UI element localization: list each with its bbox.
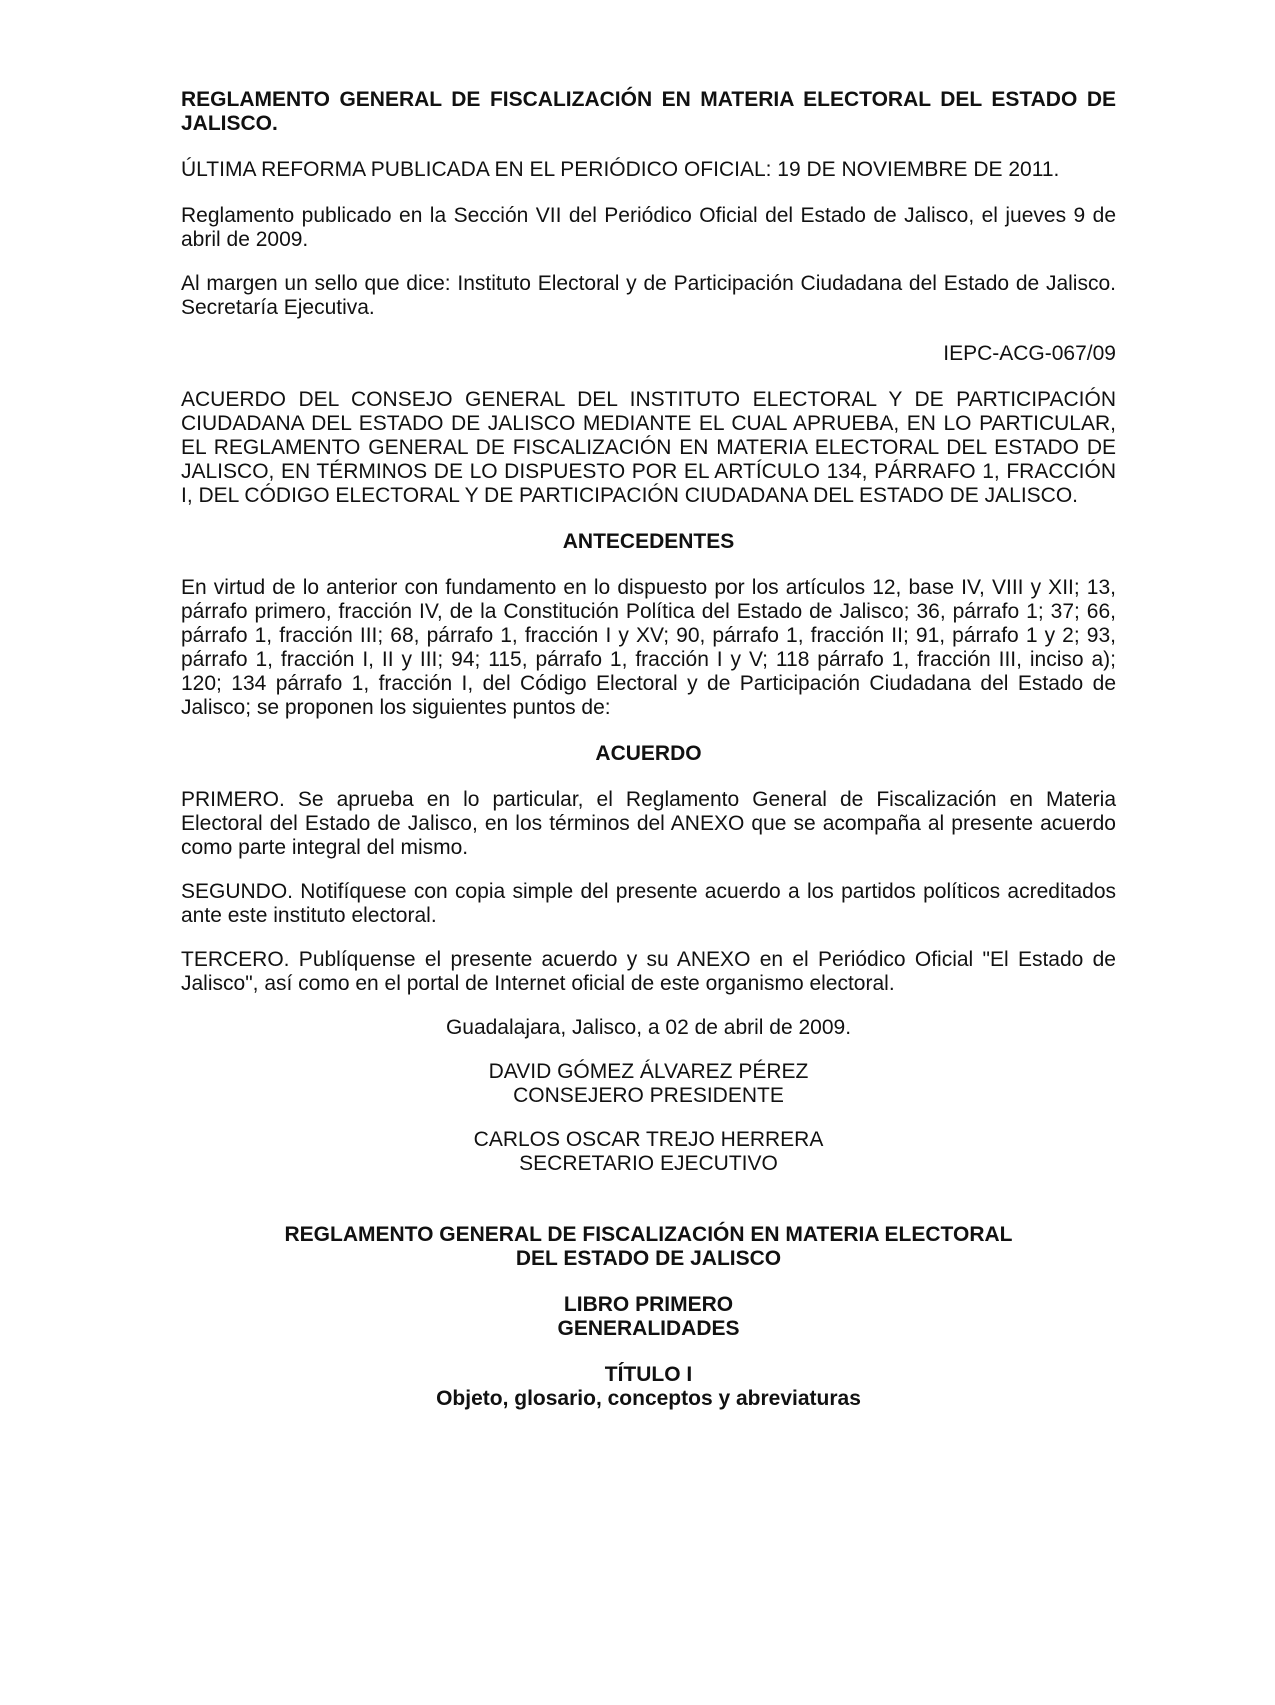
publicacion-info: Reglamento publicado en la Sección VII del Periódico Oficial del Estado de Jalisco, el jueves 9 de abril de 2009.: [181, 204, 1116, 251]
libro-number: LIBRO PRIMERO: [563, 1293, 734, 1316]
firmante-cargo: CONSEJERO PRESIDENTE: [513, 1084, 784, 1107]
libro-heading: [181, 1293, 1116, 1341]
reglamento-title-line: REGLAMENTO GENERAL DE FISCALIZACIÓN EN MATERIA ELECTORAL: [284, 1223, 1013, 1246]
titulo-name: Objeto, glosario, conceptos y abreviaturas: [436, 1387, 861, 1410]
clave-acuerdo: IEPC-ACG-067/09: [943, 342, 1116, 365]
reglamento-title-line: DEL ESTADO DE JALISCO: [515, 1247, 782, 1270]
acuerdo-heading: ACUERDO: [595, 742, 702, 765]
titulo-number: TÍTULO I: [604, 1363, 693, 1386]
firmante-cargo: SECRETARIO EJECUTIVO: [519, 1152, 778, 1175]
firmante-nombre: CARLOS OSCAR TREJO HERRERA: [473, 1128, 824, 1151]
document-title: REGLAMENTO GENERAL DE FISCALIZACIÓN EN MATERIA ELECTORAL DEL ESTADO DE JALISCO.: [181, 88, 1116, 135]
ultima-reforma: ÚLTIMA REFORMA PUBLICADA EN EL PERIÓDICO OFICIAL: 19 DE NOVIEMBRE DE 2011.: [181, 158, 1060, 181]
firmante-nombre: DAVID GÓMEZ ÁLVAREZ PÉREZ: [488, 1060, 809, 1083]
document-page: [181, 88, 1116, 1411]
libro-name: GENERALIDADES: [557, 1317, 740, 1340]
antecedentes-text: En virtud de lo anterior con fundamento en lo dispuesto por los artículos 12, base IV, VIII y XII; 13, párrafo primero, fracción IV, de la Constitución Política del Estado de Jalisco; 36, párrafo 1; 37; 66, párrafo 1, fracción III; 68, párrafo 1, fracción I y XV; 90, párrafo 1, fracción II; 91, párrafo 1 y 2; 93, párrafo 1, fracción I, II y III; 94; 115, párrafo 1, fracción I y V; 118 párrafo 1, fracción III, inciso a); 120; 134 párrafo 1, fracción I, del Código Electoral y de Participación Ciudadana del Estado de Jalisco; se proponen los siguientes puntos de:: [181, 576, 1116, 719]
sello-info: Al margen un sello que dice: Instituto Electoral y de Participación Ciudadana del Estado de Jalisco. Secretaría Ejecutiva.: [181, 272, 1116, 319]
lugar-fecha: Guadalajara, Jalisco, a 02 de abril de 2009.: [445, 1016, 852, 1039]
firma-presidente: [181, 1060, 1116, 1108]
firma-secretario: [181, 1128, 1116, 1176]
reglamento-title: [181, 1223, 1116, 1271]
punto-segundo: SEGUNDO. Notifíquese con copia simple del presente acuerdo a los partidos políticos acreditados ante este instituto electoral.: [181, 880, 1116, 927]
titulo-heading: [181, 1363, 1116, 1411]
punto-primero: PRIMERO. Se aprueba en lo particular, el Reglamento General de Fiscalización en Materia Electoral del Estado de Jalisco, en los términos del ANEXO que se acompaña al presente acuerdo como parte integral del mismo.: [181, 788, 1116, 859]
acuerdo-intro: ACUERDO DEL CONSEJO GENERAL DEL INSTITUTO ELECTORAL Y DE PARTICIPACIÓN CIUDADANA DEL ESTADO DE JALISCO MEDIANTE EL CUAL APRUEBA, EN LO PARTICULAR, EL REGLAMENTO GENERAL DE FISCALIZACIÓN EN MATERIA ELECTORAL DEL ESTADO DE JALISCO, EN TÉRMINOS DE LO DISPUESTO POR EL ARTÍCULO 134, PÁRRAFO 1, FRACCIÓN I, DEL CÓDIGO ELECTORAL Y DE PARTICIPACIÓN CIUDADANA DEL ESTADO DE JALISCO.: [181, 388, 1116, 507]
punto-tercero: TERCERO. Publíquense el presente acuerdo y su ANEXO en el Periódico Oficial "El Estado de Jalisco", así como en el portal de Internet oficial de este organismo electoral.: [181, 948, 1116, 995]
antecedentes-heading: ANTECEDENTES: [562, 530, 735, 553]
